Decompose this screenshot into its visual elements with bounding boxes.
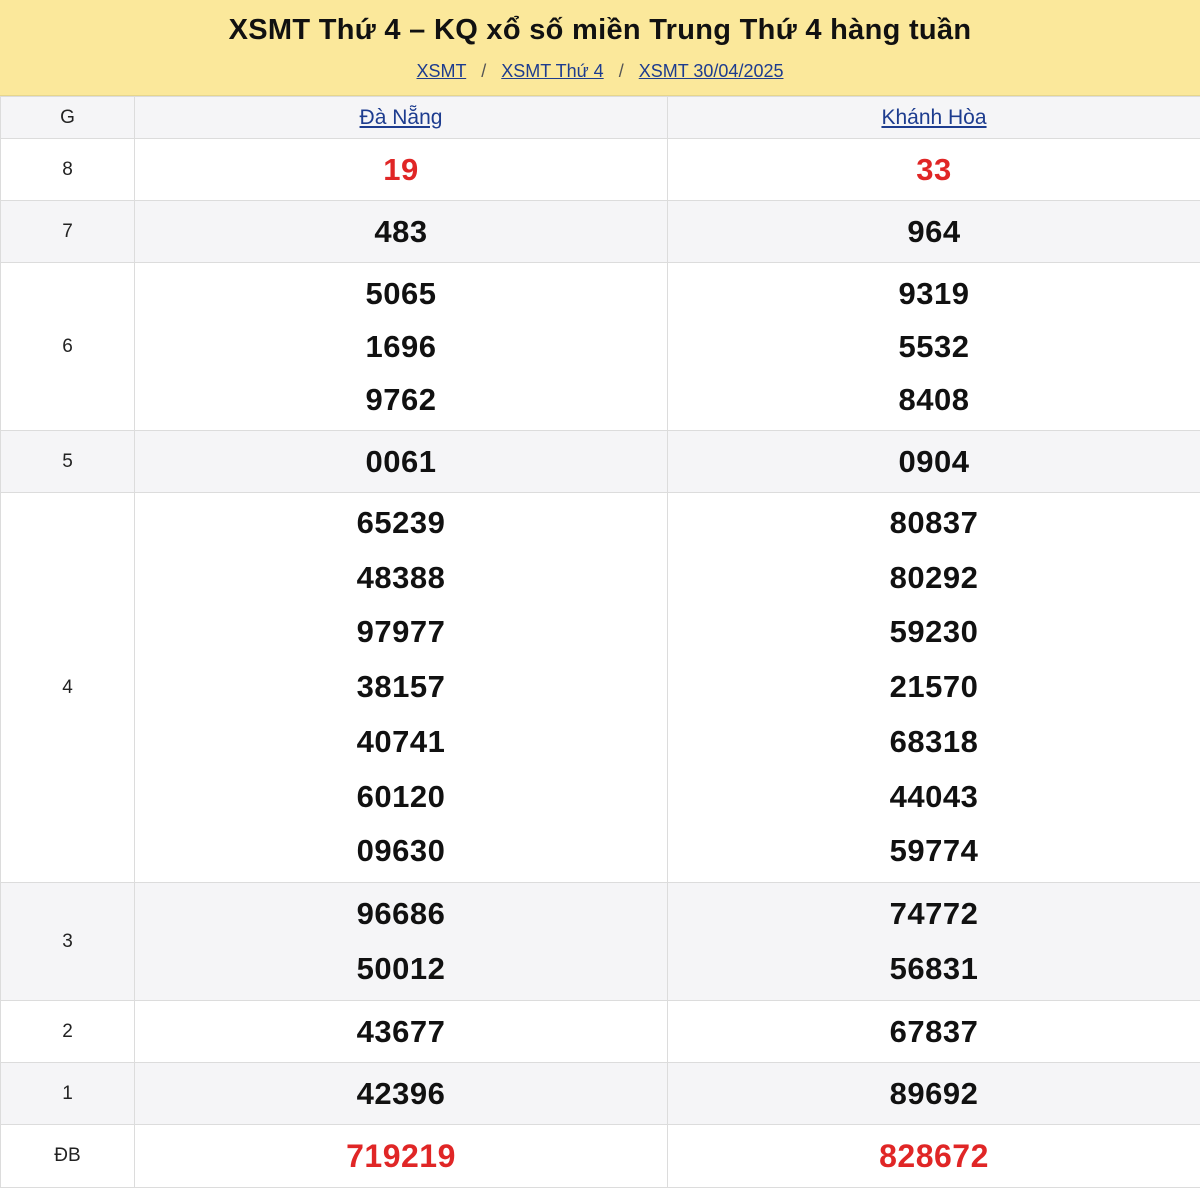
result-number: 67837: [889, 1014, 979, 1049]
result-number: 89692: [889, 1076, 979, 1111]
result-number: 40741: [356, 723, 446, 759]
result-cell-da-nang: [135, 139, 668, 201]
prize-row-5: [1, 431, 1200, 493]
result-number: 43677: [356, 1014, 446, 1049]
page-header: [0, 0, 1200, 96]
prize-label: 6: [1, 263, 135, 431]
prize-column-header: G: [1, 97, 135, 139]
result-number: 5065: [365, 276, 437, 311]
special-prize-number: 719219: [346, 1137, 456, 1174]
result-number: 38157: [356, 669, 446, 705]
breadcrumb-separator: /: [618, 61, 624, 81]
breadcrumb-link-xsmt-date[interactable]: XSMT 30/04/2025: [638, 61, 784, 81]
prize-row-7: [1, 201, 1200, 263]
result-number: 74772: [889, 895, 979, 931]
result-number: 44043: [889, 778, 979, 814]
table-header-row: [1, 97, 1200, 139]
result-cell-da-nang: [135, 1063, 668, 1125]
result-number: 5532: [898, 329, 970, 364]
result-number: 80837: [889, 504, 979, 540]
prize-row-6: [1, 263, 1200, 431]
prize-row-2: [1, 1001, 1200, 1063]
prize-label: 4: [1, 493, 135, 883]
result-number: 48388: [356, 559, 446, 595]
province-link-khanh-hoa[interactable]: Khánh Hòa: [881, 105, 987, 129]
result-number: 0061: [365, 444, 437, 479]
result-cell-khanh-hoa: [668, 493, 1200, 883]
result-number: 65239: [356, 504, 446, 540]
result-cell-khanh-hoa: [668, 263, 1200, 431]
prize-row-special: [1, 1125, 1200, 1188]
result-cell-da-nang: [135, 883, 668, 1001]
breadcrumb-link-xsmt[interactable]: XSMT: [416, 61, 467, 81]
prize-label: 8: [1, 139, 135, 201]
prize-label: 5: [1, 431, 135, 493]
result-number: 60120: [356, 778, 446, 814]
prize-label: 1: [1, 1063, 135, 1125]
result-number: 9319: [898, 276, 970, 311]
prize-row-4: [1, 493, 1200, 883]
prize-label: ĐB: [1, 1125, 135, 1188]
result-number: 21570: [889, 669, 979, 705]
result-number: 33: [916, 152, 952, 187]
prize-row-3: [1, 883, 1200, 1001]
result-number: 59230: [889, 614, 979, 650]
result-cell-da-nang: [135, 201, 668, 263]
prize-row-1: [1, 1063, 1200, 1125]
result-number: 56831: [889, 950, 979, 986]
result-number: 80292: [889, 559, 979, 595]
result-cell-da-nang: [135, 431, 668, 493]
result-number: 1696: [365, 329, 437, 364]
prize-row-8: [1, 139, 1200, 201]
result-number: 59774: [889, 833, 979, 869]
result-number: 483: [374, 214, 428, 249]
prize-label: 3: [1, 883, 135, 1001]
result-cell-da-nang: [135, 263, 668, 431]
result-number: 8408: [898, 382, 970, 417]
prize-label: 2: [1, 1001, 135, 1063]
breadcrumb: [0, 61, 1200, 82]
result-cell-khanh-hoa: [668, 431, 1200, 493]
result-number: 42396: [356, 1076, 446, 1111]
province-link-da-nang[interactable]: Đà Nẵng: [359, 105, 443, 129]
result-number: 09630: [356, 833, 446, 869]
prize-label: 7: [1, 201, 135, 263]
page-title: XSMT Thứ 4 – KQ xổ số miền Trung Thứ 4 hàng tuần: [228, 14, 972, 46]
result-cell-khanh-hoa: [668, 139, 1200, 201]
result-cell-khanh-hoa: [668, 883, 1200, 1001]
result-cell-da-nang: [135, 493, 668, 883]
result-number: 19: [383, 152, 419, 187]
result-number: 96686: [356, 895, 446, 931]
result-number: 97977: [356, 614, 446, 650]
result-number: 68318: [889, 723, 979, 759]
result-number: 50012: [356, 950, 446, 986]
result-cell-khanh-hoa: [668, 1125, 1200, 1188]
result-number: 0904: [898, 444, 970, 479]
results-table: [0, 96, 1200, 1188]
result-cell-da-nang: [135, 1001, 668, 1063]
province-header-khanh-hoa: [668, 97, 1200, 139]
result-cell-khanh-hoa: [668, 1063, 1200, 1125]
result-cell-khanh-hoa: [668, 1001, 1200, 1063]
result-cell-da-nang: [135, 1125, 668, 1188]
breadcrumb-link-xsmt-thu-4[interactable]: XSMT Thứ 4: [501, 61, 604, 81]
special-prize-number: 828672: [879, 1137, 989, 1174]
result-number: 9762: [365, 382, 437, 417]
breadcrumb-separator: /: [481, 61, 487, 81]
province-header-da-nang: [135, 97, 668, 139]
result-cell-khanh-hoa: [668, 201, 1200, 263]
result-number: 964: [907, 214, 961, 249]
